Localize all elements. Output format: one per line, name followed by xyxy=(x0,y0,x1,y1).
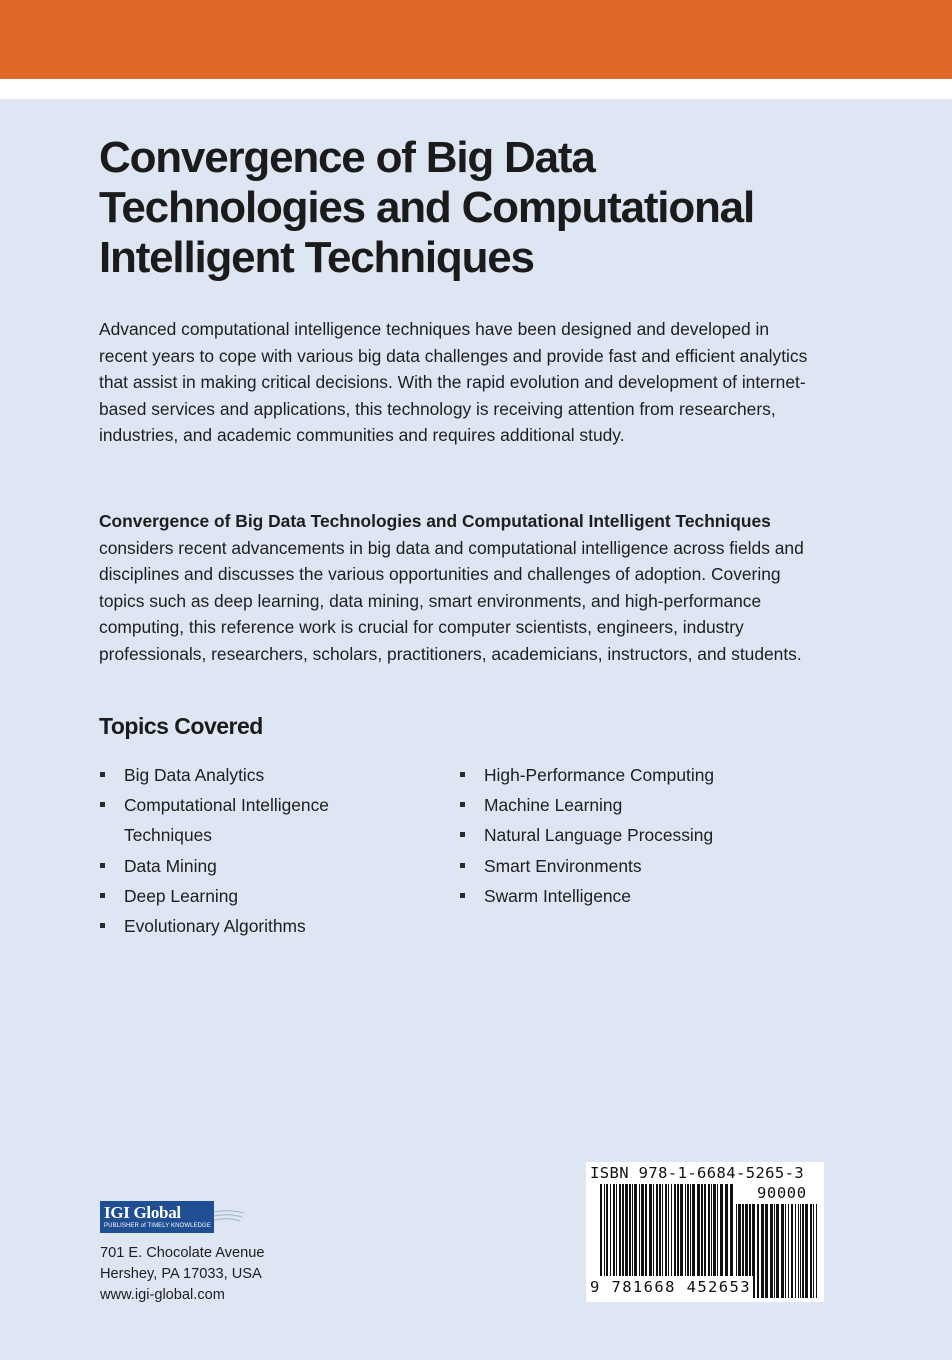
bullet-icon xyxy=(100,802,105,807)
topic-item xyxy=(99,790,359,850)
barcode-bar xyxy=(770,1204,773,1298)
ean-digits: 9 781668 452653 xyxy=(590,1278,751,1296)
topic-item xyxy=(459,790,799,820)
address-line-1: 701 E. Chocolate Avenue xyxy=(100,1245,265,1261)
topic-label: Deep Learning xyxy=(124,885,239,906)
barcode-bar xyxy=(810,1204,812,1298)
topic-label: Natural Language Processing xyxy=(484,825,714,846)
logo-tagline: PUBLISHER of TIMELY KNOWLEDGE xyxy=(104,1223,211,1229)
book-title: Convergence of Big Data Technologies and Computational Intelligent Techniques xyxy=(99,133,754,282)
topic-item xyxy=(99,760,399,790)
logo-swoosh-icon xyxy=(214,1209,244,1225)
description-body: considers recent advancements in big data and computational intelligence across fields and disciplines and discusses the various opportunities and challenges of adoption. Covering topics such as deep learning, data mining, smart environments, and high-performance computing, this reference work is crucial for computer scientists, engineers, industry professionals, researchers, scholars, practitioners, academicians, instructors, and students. xyxy=(99,537,804,664)
barcode-bar xyxy=(802,1204,804,1298)
topics-list-left xyxy=(99,760,399,941)
topic-label: High-Performance Computing xyxy=(484,765,715,785)
website-link[interactable]: www.igi-global.com xyxy=(100,1287,225,1303)
topic-label: Computational Intelligence Techniques xyxy=(124,795,329,846)
price-code: 90000 xyxy=(757,1184,807,1202)
topic-item xyxy=(99,911,399,941)
description-paragraph-2 xyxy=(99,508,819,668)
barcode-bar xyxy=(757,1204,759,1298)
topics-list-right xyxy=(459,760,799,911)
topic-label: Swarm Intelligence xyxy=(484,885,631,906)
topic-label: Smart Environments xyxy=(484,855,642,876)
barcode-bar xyxy=(774,1204,775,1298)
bullet-icon xyxy=(100,772,105,777)
topic-label: Big Data Analytics xyxy=(124,765,265,785)
topic-item xyxy=(99,881,399,911)
bullet-icon xyxy=(460,772,465,777)
address-line-2: Hershey, PA 17033, USA xyxy=(100,1266,262,1282)
topics-heading: Topics Covered xyxy=(99,713,263,739)
topic-label: Machine Learning xyxy=(484,795,623,816)
publisher-logo xyxy=(100,1201,250,1233)
logo-box xyxy=(100,1201,214,1233)
logo-name: IGI Global xyxy=(104,1203,181,1222)
bullet-icon xyxy=(460,893,465,898)
barcode-bar xyxy=(765,1204,768,1298)
barcode-bar xyxy=(761,1204,764,1298)
bullet-icon xyxy=(460,863,465,868)
bullet-icon xyxy=(100,923,105,928)
barcode-bar xyxy=(785,1204,786,1298)
bullet-icon xyxy=(460,832,465,837)
bullet-icon xyxy=(100,863,105,868)
barcode-bar xyxy=(788,1204,789,1298)
barcode-bar xyxy=(816,1204,817,1298)
barcode-bar xyxy=(805,1204,808,1298)
description-bold-title: Convergence of Big Data Technologies and Computational Intelligent Techniques xyxy=(99,511,771,531)
barcode-bar xyxy=(791,1204,793,1298)
bullet-icon xyxy=(460,802,465,807)
topic-item xyxy=(459,760,799,790)
isbn-barcode xyxy=(586,1162,824,1302)
bullet-icon xyxy=(100,893,105,898)
topic-label: Evolutionary Algorithms xyxy=(124,916,306,937)
top-color-band xyxy=(0,0,952,79)
topic-label: Data Mining xyxy=(124,855,217,876)
white-strip xyxy=(0,79,952,99)
barcode-bar xyxy=(795,1204,796,1298)
topic-item xyxy=(99,851,399,881)
topic-item xyxy=(459,820,799,850)
topic-item xyxy=(459,881,799,911)
topic-item xyxy=(459,851,799,881)
barcode-bar xyxy=(798,1204,799,1298)
barcode-bar xyxy=(776,1204,779,1298)
barcode-bar xyxy=(813,1204,814,1298)
description-paragraph-1: Advanced computational intelligence techniques have been designed and developed in recent years to cope with various big data challenges and provide fast and efficient analytics that assist in making critical decisions. With the rapid evolution and development of internet-based services and applications, this technology is receiving attention from researchers, industries, and academic communities and requires additional study. xyxy=(99,319,808,446)
publisher-address xyxy=(100,1243,264,1306)
isbn-number: ISBN 978-1-6684-5265-3 xyxy=(590,1164,805,1182)
barcode-bar xyxy=(781,1204,784,1298)
barcode-bar xyxy=(800,1204,801,1298)
